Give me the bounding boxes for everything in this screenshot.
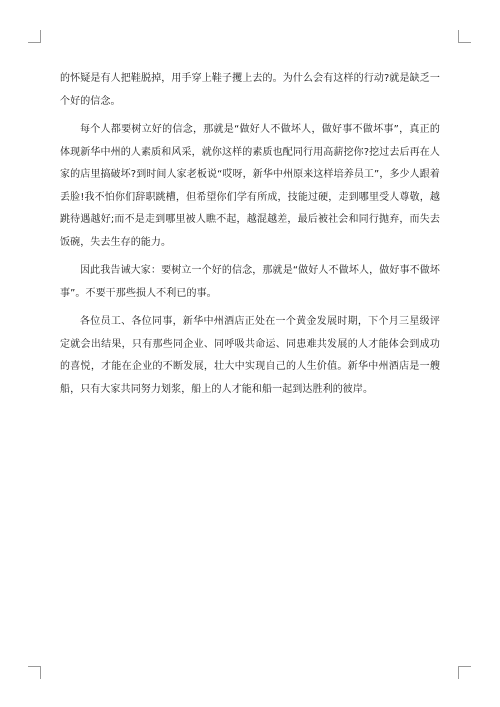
paragraph-2: 每个人都要树立好的信念，那就是“做好人不做坏人，做好事不做坏事”，真正的体现新华中州的人素质和风采，就你这样的素质也配同行用高薪挖你?挖过去后再在人家的店里搞破坏?到时间人家老板说“哎呀，新华中州原来这样培养员工”，多少人跟着丢脸!我不怕你们辞职跳槽，但希望你们学有所成，技能过硬，走到哪里受人尊敬，越跳待遇越好;而不是走到哪里被人瞧不起，越混越差，最后被社会和同行抛弃，而失去饭碗，失去生存的能力。: [60, 124, 440, 248]
crop-mark-top-left: [28, 30, 41, 43]
paragraph-1: 的怀疑是有人把鞋脱掉，用手穿上鞋子攫上去的。为什么会有这样的行动?就是缺乏一个好的信念。: [60, 73, 440, 107]
crop-mark-top-right: [458, 30, 471, 43]
paragraph-4: 各位员工、各位同事，新华中州酒店正处在一个黄金发展时期，下个月三星级评定就会出结果，只有那些同企业、同呼吸共命运、同患难共发展的人才能体会到成功的喜悦，才能在企业的不断发展，壮大中实现自己的人生价值。新华中州酒店是一艘船，只有大家共同努力划浆，船上的人才能和船一起到达胜利的彼岸。: [60, 316, 440, 395]
document-body: [60, 68, 440, 407]
crop-mark-bottom-left: [28, 666, 41, 679]
crop-mark-bottom-right: [458, 666, 471, 679]
paragraph-3: 因此我告诫大家：要树立一个好的信念，那就是“做好人不做坏人，做好事不做坏事”。不要干那些损人不利已的事。: [60, 265, 440, 299]
